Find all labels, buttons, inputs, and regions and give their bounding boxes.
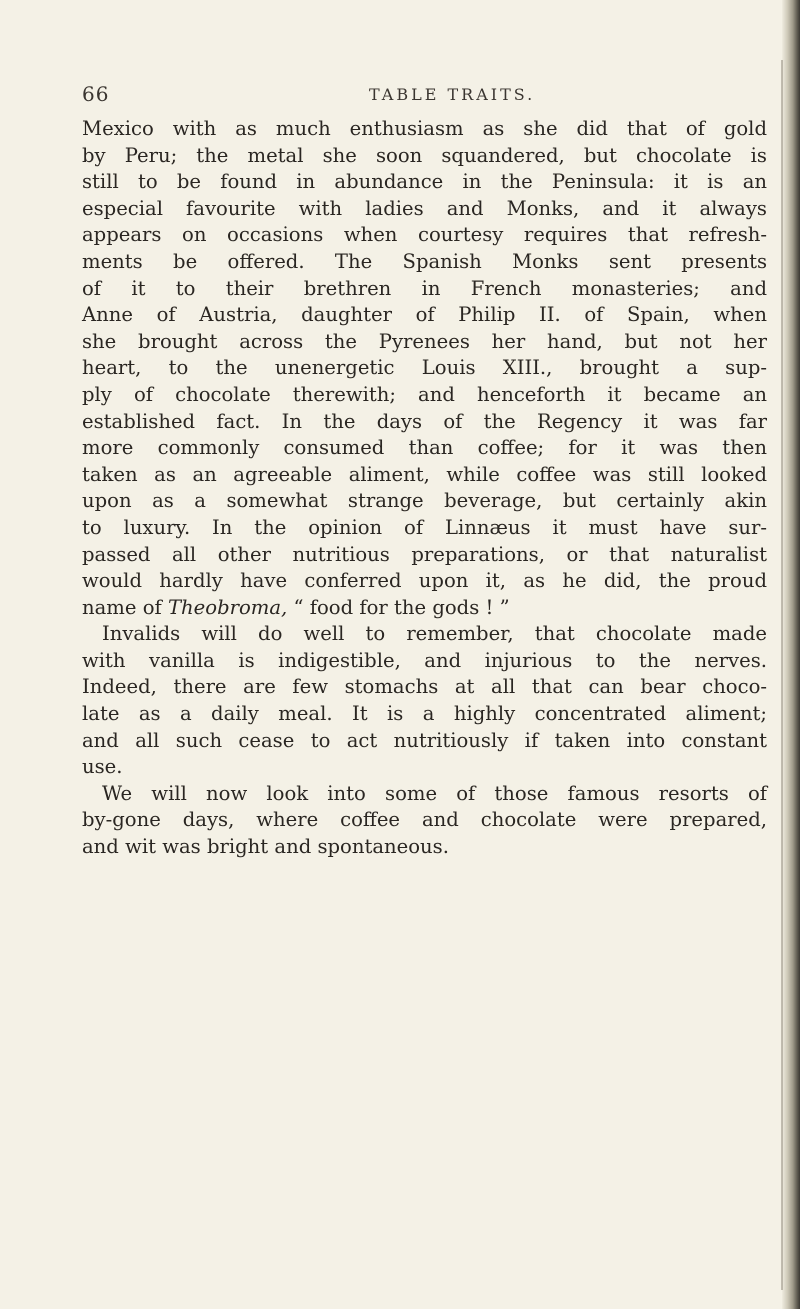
text-line: and all such cease to act nutritiously if taken into constant	[82, 728, 767, 752]
text-line: late as a daily meal. It is a highly concentrated aliment;	[82, 702, 767, 726]
text-line: with vanilla is indigestible, and injurious to the nerves.	[82, 648, 767, 672]
text-line: ply of chocolate therewith; and henceforth it became an	[82, 382, 767, 406]
text-line: Anne of Austria, daughter of Philip II. of Spain, when	[82, 303, 767, 327]
running-title: TABLE TRAITS.	[369, 85, 536, 104]
text-line: still to be found in abundance in the Peninsula: it is an	[82, 170, 767, 194]
text-line: established fact. In the days of the Regency it was far	[82, 409, 767, 433]
page-binding-edge	[782, 0, 800, 1309]
text-line: by Peru; the metal she soon squandered, but chocolate is	[82, 143, 767, 167]
page-gutter-shadow	[781, 60, 783, 1290]
page-number: 66	[82, 82, 110, 106]
text-line: more commonly consumed than coffee; for it was then	[82, 436, 767, 460]
body-text	[82, 116, 767, 861]
text-line: ments be offered. The Spanish Monks sent presents	[82, 249, 767, 273]
text-line: use.	[82, 755, 123, 779]
text-line: especial favourite with ladies and Monks, and it always	[82, 196, 767, 220]
text-line: passed all other nutritious preparations, or that naturalist	[82, 542, 767, 566]
text-line: Indeed, there are few stomachs at all that can bear choco-	[82, 675, 767, 699]
text-line: by-gone days, where coffee and chocolate were prepared,	[82, 808, 767, 832]
text-fragment: “ food for the gods ! ”	[287, 595, 510, 619]
text-line: to luxury. In the opinion of Linnæus it must have sur-	[82, 515, 767, 539]
text-line: heart, to the unenergetic Louis XIII., brought a sup-	[82, 356, 767, 380]
text-line: appears on occasions when courtesy requires that refresh-	[82, 223, 767, 247]
text-line: would hardly have conferred upon it, as he did, the proud	[82, 569, 767, 593]
text-line: We will now look into some of those famous resorts of	[102, 781, 767, 805]
text-line	[82, 595, 767, 622]
text-line: Invalids will do well to remember, that chocolate made	[102, 622, 767, 646]
text-line: Mexico with as much enthusiasm as she did that of gold	[82, 117, 767, 140]
running-head	[82, 82, 762, 112]
italic-term: Theobroma,	[167, 595, 288, 619]
text-line: of it to their brethren in French monasteries; and	[82, 276, 767, 300]
text-fragment: name of	[82, 595, 168, 619]
text-line: she brought across the Pyrenees her hand, but not her	[82, 329, 767, 353]
text-line: and wit was bright and spontaneous.	[82, 835, 449, 859]
text-line: taken as an agreeable aliment, while coffee was still looked	[82, 462, 767, 486]
text-line: upon as a somewhat strange beverage, but certainly akin	[82, 489, 767, 513]
